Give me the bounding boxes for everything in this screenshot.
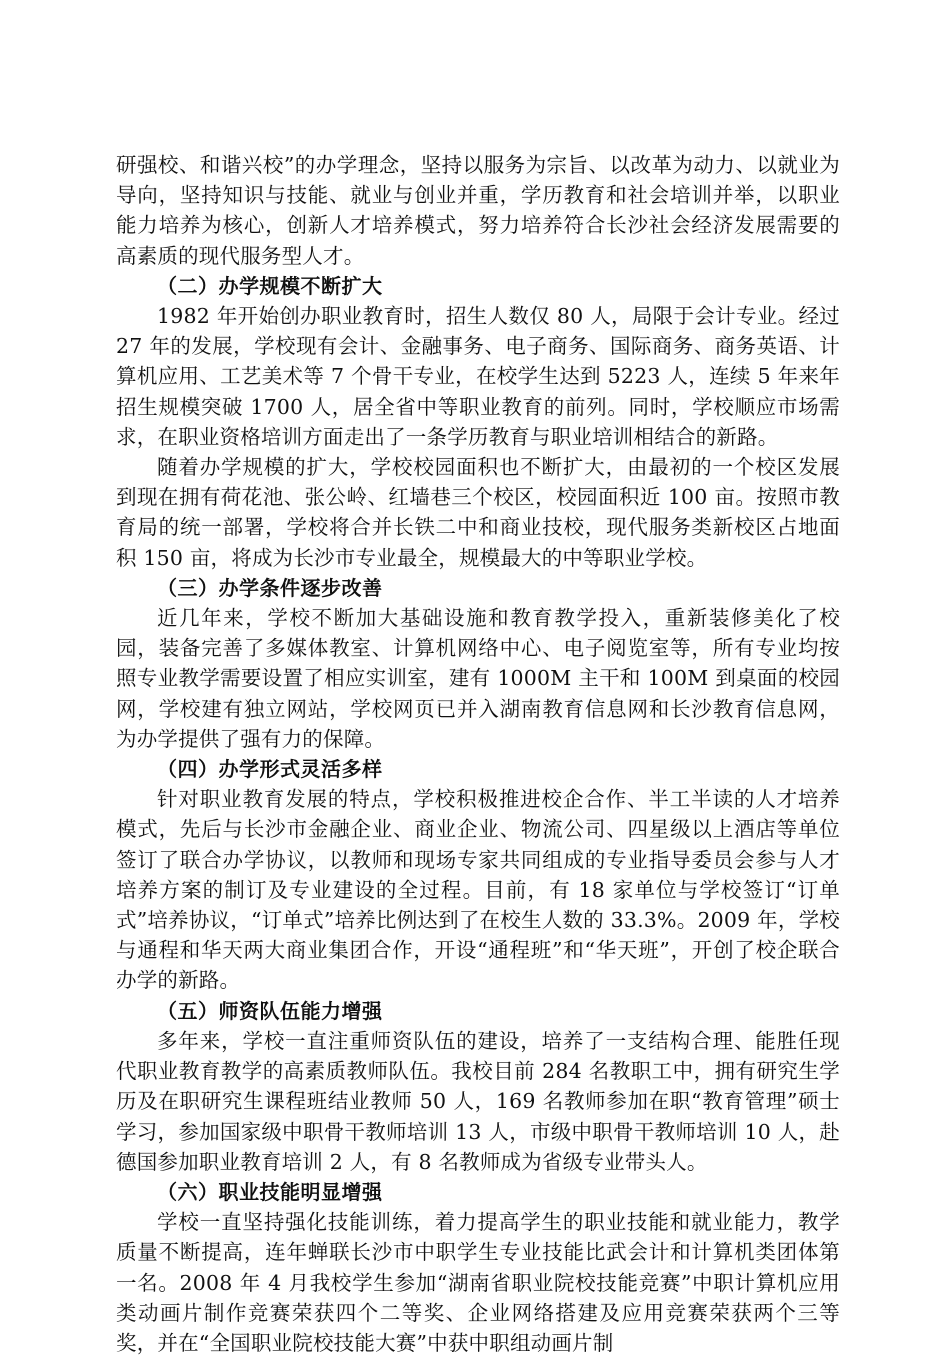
paragraph-campus-expansion: 随着办学规模的扩大，学校校园面积也不断扩大，由最初的一个校区发展到现在拥有荷花池、张公岭、红墙巷三个校区，校园面积近 100 亩。按照市教育局的统一部署，学校将合并长铁二中和商业技校，现代服务类新校区占地面积 150 亩，将成为长沙市专业最全，规模最大的中等职业学校。 [116, 455, 840, 570]
paragraph-faculty: 多年来，学校一直注重师资队伍的建设，培养了一支结构合理、能胜任现代职业教育教学的高素质教师队伍。我校目前 284 名教职工中，拥有研究生学历及在职研究生课程班结业教师 50 人，169 名教师参加在职“教育管理”硕士学习，参加国家级中职骨干教师培训 13 人，市级中职骨干教师培训 10 人，赴德国参加职业教育培训 2 人，有 8 名教师成为省级专业带头人。 [116, 1028, 840, 1174]
section-heading-skills: （六）职业技能明显增强 [157, 1179, 383, 1204]
paragraph-intro-continued: 研强校、和谐兴校”的办学理念，坚持以服务为宗旨、以改革为动力、以就业为导向，坚持知识与技能、就业与创业并重，学历教育和社会培训并举，以职业能力培养为核心，创新人才培养模式，努力培养符合长沙社会经济发展需要的高素质的现代服务型人才。 [116, 153, 840, 268]
section-heading-faculty: （五）师资队伍能力增强 [157, 998, 383, 1023]
section-heading-forms: （四）办学形式灵活多样 [157, 757, 383, 782]
paragraph-scale-history: 1982 年开始创办职业教育时，招生人数仅 80 人，局限于会计专业。经过 27 年的发展，学校现有会计、金融事务、电子商务、国际商务、商务英语、计算机应用、工艺美术等 7 个骨干专业，在校学生达到 5223 人，连续 5 年来年招生规模突破 1700 人，居全省中等职业教育的前列。同时，学校顺应市场需求，在职业资格培训方面走出了一条学历教育与职业培训相结合的新路。 [116, 304, 840, 449]
paragraph-conditions: 近几年来，学校不断加大基础设施和教育教学投入，重新装修美化了校园，装备完善了多媒体教室、计算机网络中心、电子阅览室等，所有专业均按照专业教学需要设置了相应实训室，建有 1000M 主干和 100M 到桌面的校园网，学校建有独立网站，学校网页已并入湖南教育信息网和长沙教育信息网，为办学提供了强有力的保障。 [116, 606, 840, 751]
section-heading-conditions: （三）办学条件逐步改善 [157, 575, 383, 600]
document-body [116, 150, 840, 1358]
paragraph-forms: 针对职业教育发展的特点，学校积极推进校企合作、半工半读的人才培养模式，先后与长沙市金融企业、商业企业、物流公司、四星级以上酒店等单位签订了联合办学协议，以教师和现场专家共同组成的专业指导委员会参与人才培养方案的制订及专业建设的全过程。目前，有 18 家单位与学校签订“订单式”培养协议，“订单式”培养比例达到了在校生人数的 33.3%。2009 年，学校与通程和华天两大商业集团合作，开设“通程班”和“华天班”，开创了校企联合办学的新路。 [116, 787, 840, 993]
section-heading-scale: （二）办学规模不断扩大 [157, 273, 383, 298]
paragraph-skills: 学校一直坚持强化技能训练，着力提高学生的职业技能和就业能力，教学质量不断提高，连年蝉联长沙市中职学生专业技能比武会计和计算机类团体第一名。2008 年 4 月我校学生参加“湖南省职业院校技能竞赛”中职计算机应用类动画片制作竞赛荣获四个二等奖、企业网络搭建及应用竞赛荣获两个三等奖，并在“全国职业院校技能大赛”中获中职组动画片制 [116, 1210, 840, 1355]
